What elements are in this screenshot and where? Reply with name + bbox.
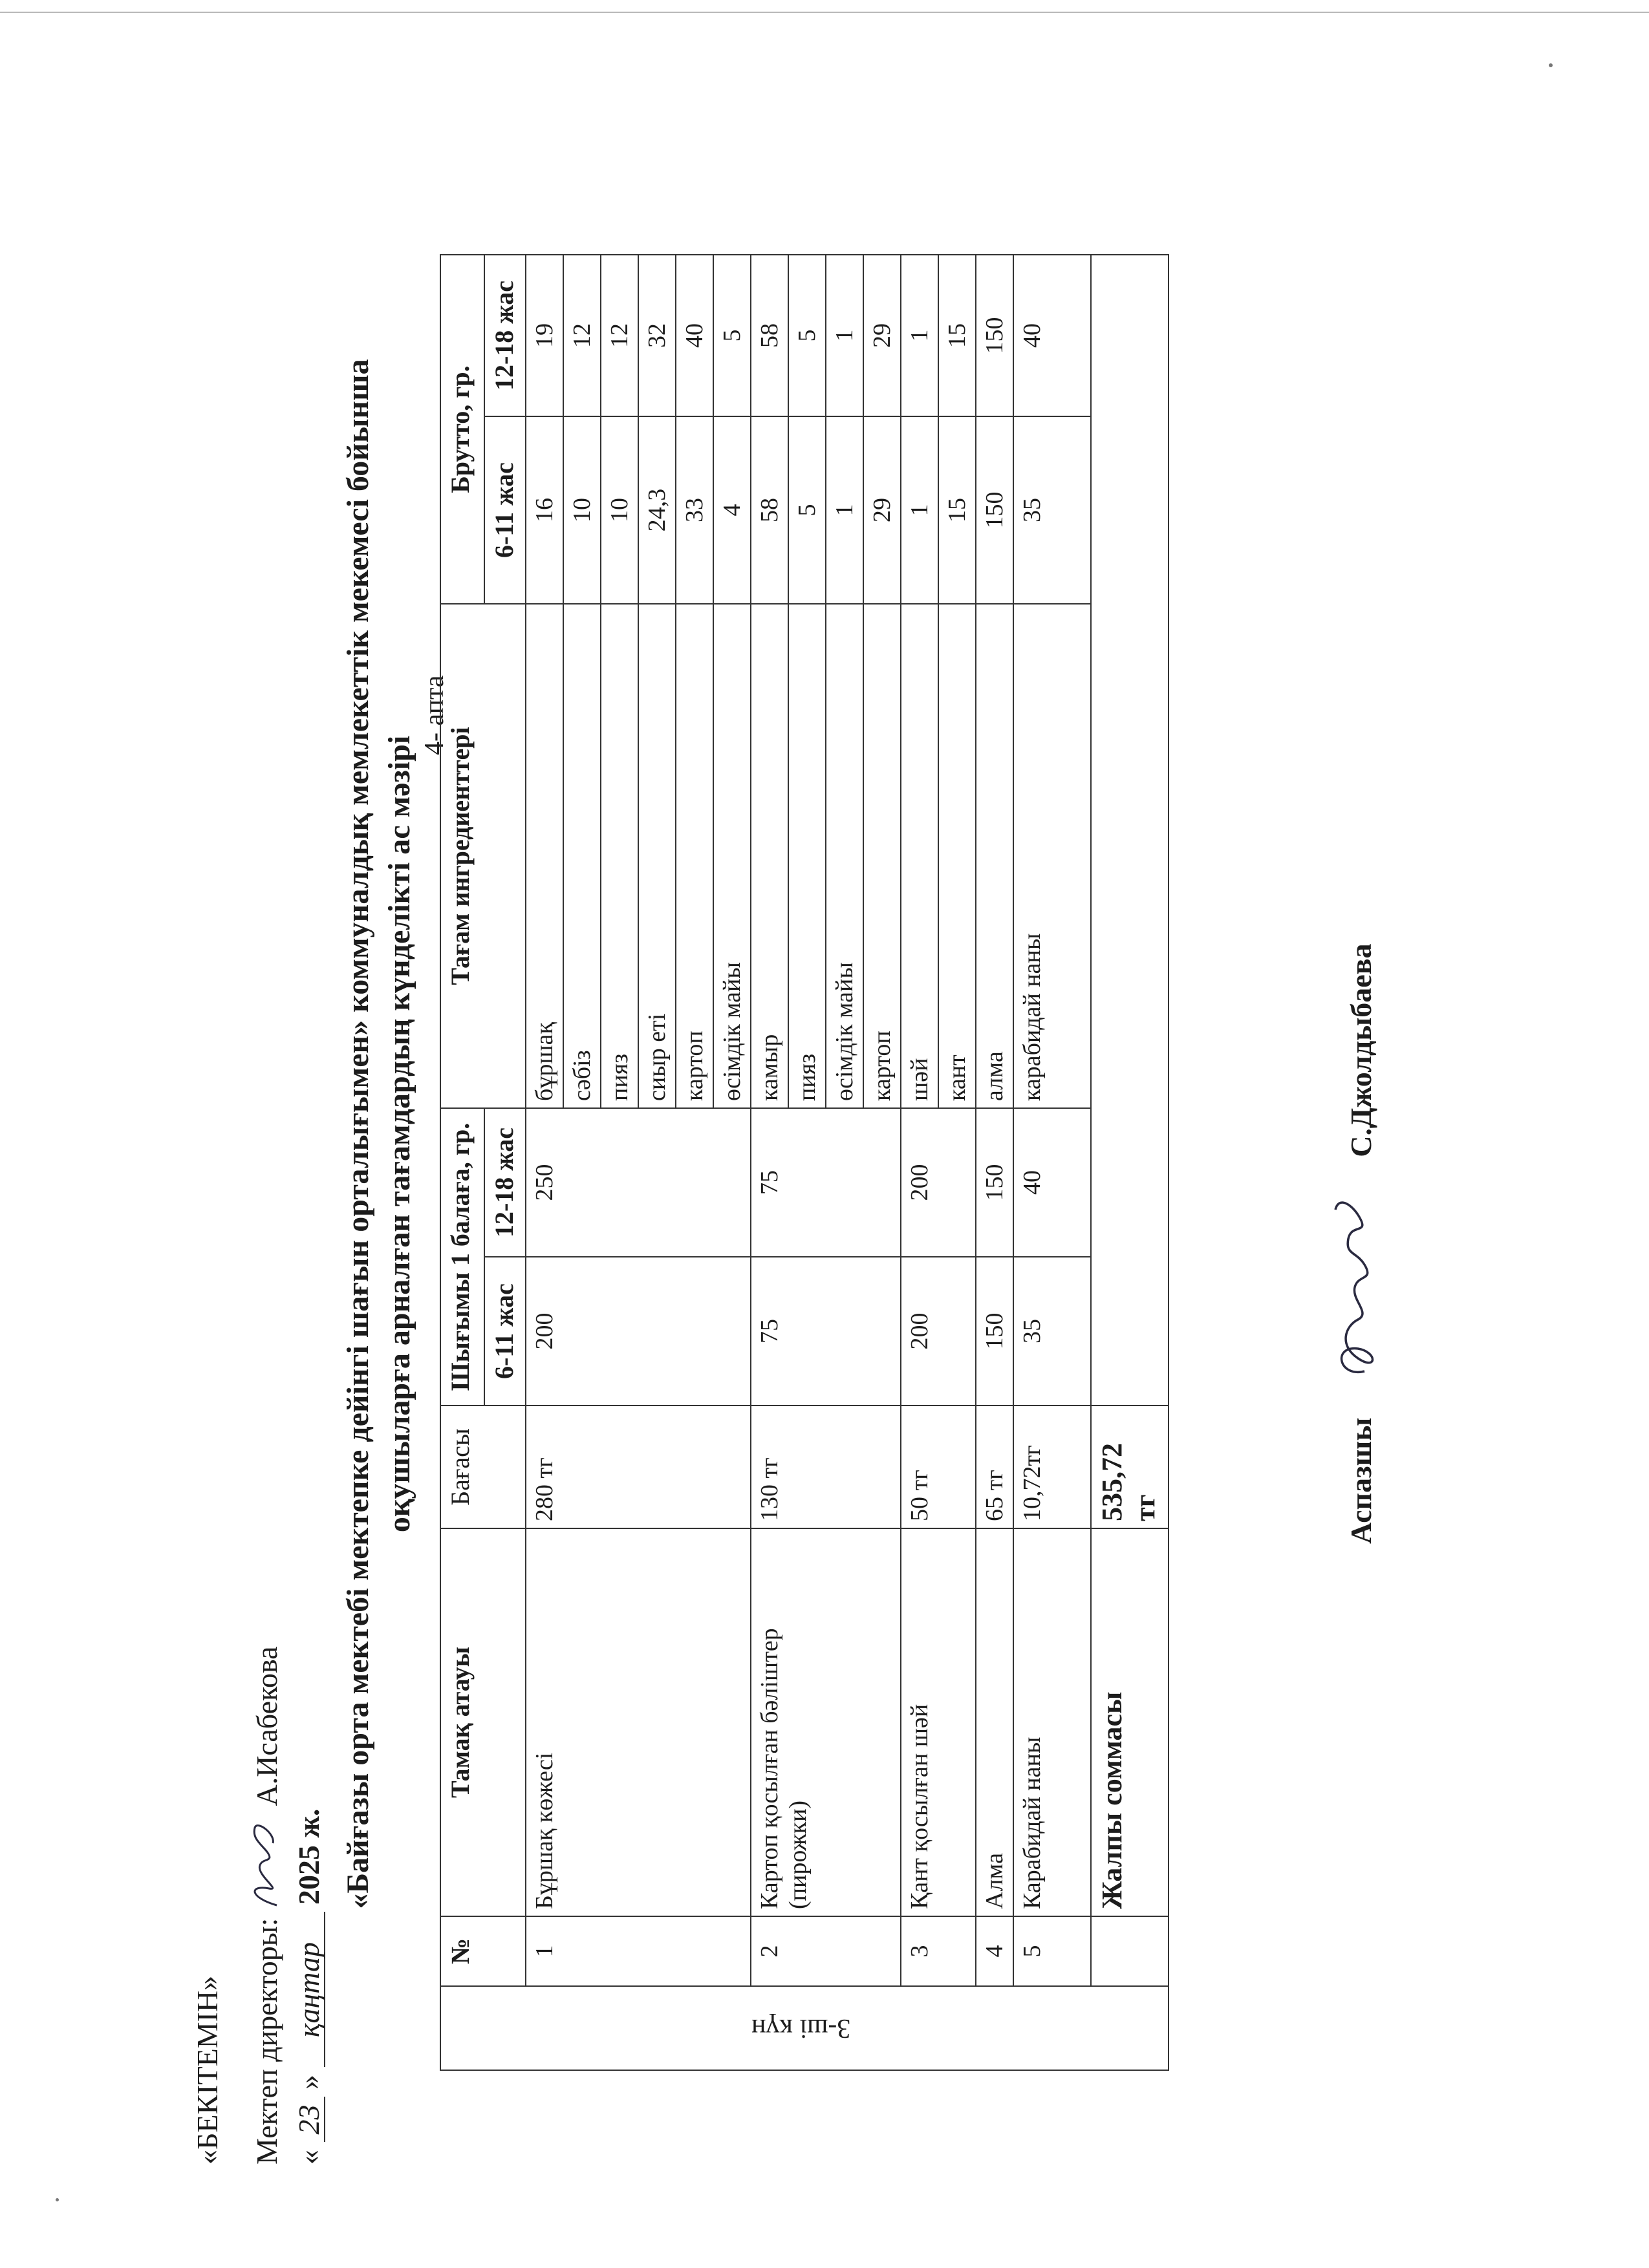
- date-open: «: [292, 2150, 325, 2165]
- dish-yield-age2: 40: [1013, 1108, 1091, 1257]
- dish-yield-age1: 75: [751, 1257, 901, 1406]
- day-label: 3-ші күн: [751, 2013, 851, 2043]
- ingredient-name: шәй: [901, 604, 938, 1108]
- dish-name: Картоп қосылған бәліштер (пирожки): [751, 1528, 901, 1916]
- brutto-value: 150: [976, 255, 1013, 416]
- dish-price: 50 тг: [901, 1406, 976, 1528]
- director-signature: [243, 1813, 288, 1910]
- dish-price: 130 тг: [751, 1406, 901, 1528]
- approve-text: «БЕКІТЕМІН»: [191, 1975, 224, 2165]
- director-line: [243, 1646, 288, 2165]
- dish-name: Карабидай наны: [1013, 1528, 1091, 1916]
- ingredient-name: алма: [976, 604, 1013, 1108]
- brutto-value: 40: [676, 255, 713, 416]
- dish-yield-age1: 150: [976, 1257, 1013, 1406]
- yield-age1: 6-11 жас: [484, 1257, 526, 1406]
- brutto-value: 1: [826, 416, 863, 604]
- brutto-value: 12: [601, 255, 638, 416]
- table-row: [751, 255, 788, 2070]
- dish-yield-age1: 35: [1013, 1257, 1091, 1406]
- dish-yield-age2: 75: [751, 1108, 901, 1257]
- col-yield: Шығымы 1 балаға, гр.: [440, 1108, 484, 1406]
- header-row: [440, 255, 484, 2070]
- director-name: А.Исабекова: [250, 1646, 283, 1806]
- date-month: қаңтар: [294, 1912, 325, 2068]
- dish-yield-age1: 200: [526, 1257, 751, 1406]
- ingredient-name: сәбіз: [563, 604, 601, 1108]
- brutto-value: 12: [563, 255, 601, 416]
- dish-yield-age1: 200: [901, 1257, 976, 1406]
- ingredient-name: картоп: [863, 604, 901, 1108]
- ingredient-name: карабидай наны: [1013, 604, 1091, 1108]
- brutto-value: 29: [863, 255, 901, 416]
- col-ingredients: Тағам ингредиенттері: [440, 604, 526, 1108]
- brutto-value: 58: [751, 255, 788, 416]
- dish-num: 4: [976, 1916, 1013, 1986]
- total-empty-cell: [1091, 1916, 1169, 1986]
- dish-num: 1: [526, 1916, 751, 1986]
- brutto-value: 19: [526, 255, 563, 416]
- brutto-value: 24,3: [638, 416, 676, 604]
- ingredient-name: бұршақ: [526, 604, 563, 1108]
- dish-name: Бұршақ көжесі: [526, 1528, 751, 1916]
- brutto-value: 150: [976, 416, 1013, 604]
- dish-yield-age2: 250: [526, 1108, 751, 1257]
- approval-heading: [193, 1976, 222, 2165]
- total-label: Жалпы соммасы: [1091, 1528, 1169, 1916]
- total-empty-cell: [1091, 255, 1169, 1406]
- dish-price: 10,72тг: [1013, 1406, 1091, 1528]
- ingredient-name: пияз: [788, 604, 826, 1108]
- brutto-value: 10: [563, 416, 601, 604]
- menu-title-line1: «Байғазы орта мектебі мектепке дейінгі шағын орталығымен» коммуналдық мемлекеттік мекемесі бойынша: [341, 359, 375, 1909]
- col-price: Бағасы: [440, 1406, 526, 1528]
- total-value: 535,72 тг: [1091, 1406, 1169, 1528]
- menu-title-line2: оқушыларға арналған тағамдардың күнделікті ас мәзірі: [382, 735, 416, 1533]
- dish-num: 3: [901, 1916, 976, 1986]
- table-row: [526, 255, 563, 2070]
- dish-name: Қант қосылған шәй: [901, 1528, 976, 1916]
- cook-signature-line: [1319, 944, 1390, 1544]
- ingredient-name: камыр: [751, 604, 788, 1108]
- date-mid: »: [292, 2075, 325, 2090]
- brutto-value: 1: [901, 416, 938, 604]
- ingredient-name: өсімдік майы: [713, 604, 751, 1108]
- brutto-value: 5: [788, 416, 826, 604]
- brutto-value: 15: [938, 416, 976, 604]
- brutto-value: 1: [826, 255, 863, 416]
- dish-price: 280 тг: [526, 1406, 751, 1528]
- date-line: [294, 1809, 325, 2165]
- dish-yield-age2: 150: [976, 1108, 1013, 1257]
- ingredient-name: өсімдік майы: [826, 604, 863, 1108]
- brutto-value: 58: [751, 416, 788, 604]
- dish-num: 2: [751, 1916, 901, 1986]
- brutto-value: 33: [676, 416, 713, 604]
- brutto-value: 35: [1013, 416, 1091, 604]
- cook-name: С.Джолдыбаева: [1344, 943, 1377, 1157]
- brutto-value: 1: [901, 255, 938, 416]
- table-row: [901, 255, 938, 2070]
- brutto-value: 15: [938, 255, 976, 416]
- col-brutto: Брутто, гр.: [440, 255, 484, 604]
- col-num: №: [440, 1916, 526, 1986]
- total-row: [1091, 255, 1169, 2070]
- table-row: [976, 255, 1013, 2070]
- day-cell: [440, 1986, 1169, 2070]
- date-day: 23: [294, 2097, 325, 2143]
- date-year: 2025 ж.: [292, 1808, 325, 1905]
- brutto-age1: 6-11 жас: [484, 416, 526, 604]
- dish-price: 65 тг: [976, 1406, 1013, 1528]
- brutto-value: 10: [601, 416, 638, 604]
- table-row: [1013, 255, 1091, 2070]
- col-dish: Тамақ атауы: [440, 1528, 526, 1916]
- brutto-value: 4: [713, 416, 751, 604]
- ingredient-name: кант: [938, 604, 976, 1108]
- ingredient-name: картоп: [676, 604, 713, 1108]
- brutto-value: 16: [526, 416, 563, 604]
- cook-label: Аспазшы: [1344, 1417, 1377, 1544]
- week-label: 4- апта: [420, 675, 449, 755]
- dish-yield-age2: 200: [901, 1108, 976, 1257]
- dish-name: Алма: [976, 1528, 1013, 1916]
- brutto-value: 32: [638, 255, 676, 416]
- ingredient-name: сиыр еті: [638, 604, 676, 1108]
- ingredient-name: пияз: [601, 604, 638, 1108]
- dish-num: 5: [1013, 1916, 1091, 1986]
- menu-table: [440, 254, 1169, 2071]
- brutto-value: 5: [788, 255, 826, 416]
- director-label: Мектеп директоры:: [250, 1918, 283, 2165]
- brutto-value: 40: [1013, 255, 1091, 416]
- yield-age2: 12-18 жас: [484, 1108, 526, 1257]
- brutto-age2: 12-18 жас: [484, 255, 526, 416]
- brutto-value: 29: [863, 416, 901, 604]
- brutto-value: 5: [713, 255, 751, 416]
- cook-signature: [1319, 1190, 1390, 1384]
